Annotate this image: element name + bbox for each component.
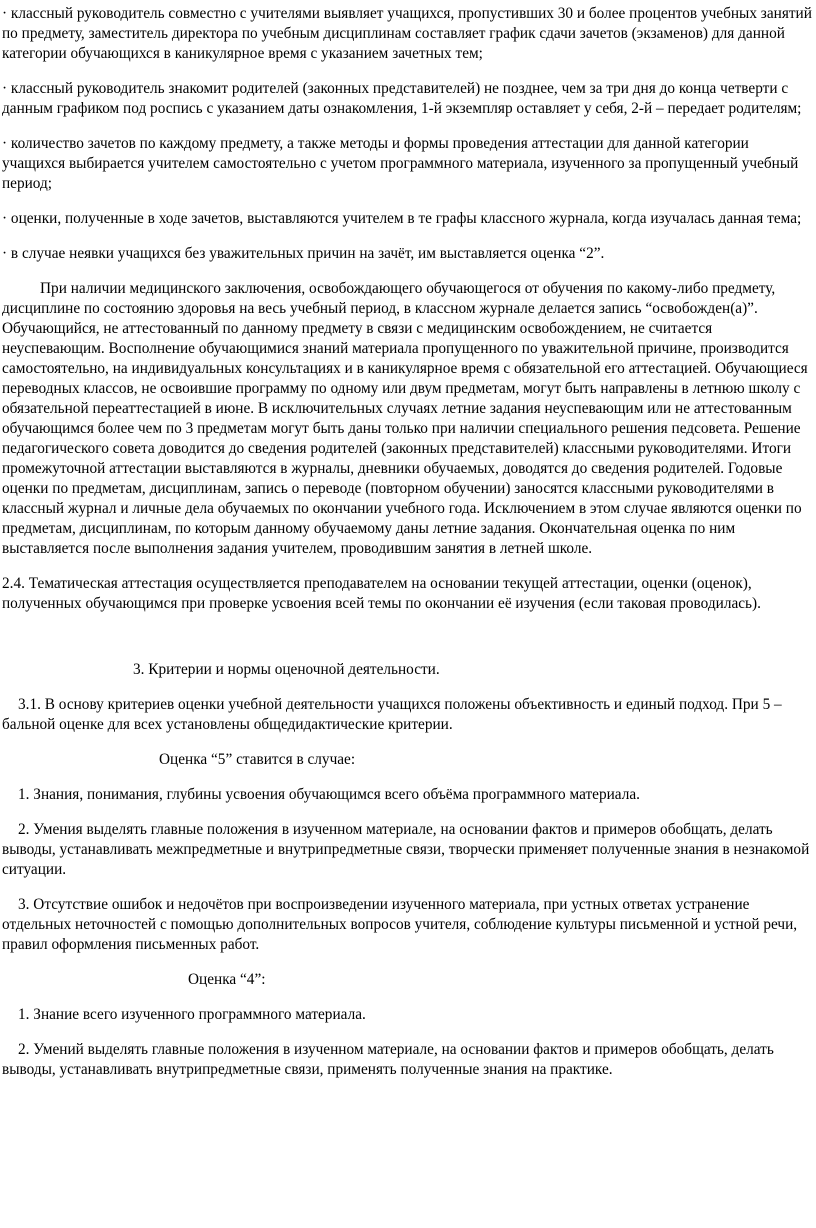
bullet-item-1: · классный руководитель совместно с учителями выявляет учащихся, пропустивших 30 и более процентов учебных занятий по предмету, заместитель директора по учебным дисциплинам составляет график сдачи зачетов (экзаменов) для данной категории обучающихся в каникулярное время с указанием зачетных тем;	[2, 5, 812, 62]
grade-5-item-1: 1. Знания, понимания, глубины усвоения обучающимся всего объёма программного материала.	[18, 786, 640, 803]
criteria-intro-paragraph: 3.1. В основу критериев оценки учебной деятельности учащихся положены объективность и единый подход. При 5 –бальной оценке для всех установлены общедидактические критерии.	[2, 696, 782, 733]
grade-5-item-2: 2. Умения выделять главные положения в изученном материале, на основании фактов и примеров обобщать, делать выводы, устанавливать межпредметные и внутрипредметные связи, творчески применяет полученные знания в незнакомой ситуации.	[2, 821, 810, 878]
grade-5-item-3: 3. Отсутствие ошибок и недочётов при воспроизведении изученного материала, при устных ответах устранение отдельных неточностей с помощью дополнительных вопросов учителя, соблюдение культуры письменной и устной речи, правил оформления письменных работ.	[2, 896, 798, 953]
bullet-item-4: · оценки, полученные в ходе зачетов, выставляются учителем в те графы классного журнала, когда изучалась данная тема;	[2, 210, 802, 227]
grade-4-item-1: 1. Знание всего изученного программного материала.	[18, 1006, 366, 1023]
medical-exemption-paragraph: При наличии медицинского заключения, освобождающего обучающегося от обучения по какому-либо предмету, дисциплине по состоянию здоровья на весь учебный период, в классном журнале делается запись “освобожден(а)”. Обучающийся, не аттестованный по данному предмету в связи с медицинским освобождением, не считается неуспевающим. Восполнение обучающимися знаний материала пропущенного по уважительной причине, производится самостоятельно, на индивидуальных консультациях и в каникулярное время с обязательной его аттестацией. Обучающиеся переводных классов, не освоившие программу по одному или двум предметам, могут быть направлены в летнюю школу с обязательной переаттестацией в июне. В исключительных случаях летние задания неуспевающим или не аттестованным обучающимся более чем по 3 предметам могут быть даны только при наличии специального решения педсовета. Решение педагогического совета доводится до сведения родителей (законных представителей) классными руководителями. Итоги промежуточной аттестации выставляются в журналы, дневники обучаемых, доводятся до сведения родителей. Годовые оценки по предметам, дисциплинам, запись о переводе (повторном обучении) заносятся классными руководителями в классный журнал и личные дела обучаемых по окончании учебного года. Исключением в этом случае являются оценки по предметам, дисциплинам, по которым данному обучаемому даны летние задания. Окончательная оценка по ним выставляется после выполнения задания учителем, проводившим занятия в летней школе.	[2, 280, 808, 557]
bullet-item-5: · в случае неявки учащихся без уважительных причин на зачёт, им выставляется оценка “2”.	[2, 245, 605, 262]
bullet-item-2: · классный руководитель знакомит родителей (законных представителей) не позднее, чем за три дня до конца четверти с данным графиком под роспись с указанием даты ознакомления, 1-й экземпляр оставляет у себя, 2-й – передает родителям;	[2, 80, 802, 117]
thematic-attestation-paragraph: 2.4. Тематическая аттестация осуществляется преподавателем на основании текущей аттестации, оценки (оценок), полученных обучающимся при проверке усвоения всей темы по окончании её изучения (если таковая проводилась).	[2, 575, 761, 612]
grade-5-heading: Оценка “5” ставится в случае:	[159, 751, 356, 768]
bullet-item-3: · количество зачетов по каждому предмету, а также методы и формы проведения аттестации для данной категории учащихся выбирается учителем самостоятельно с учетом программного материала, изученного за пропущенный учебный период;	[2, 135, 799, 192]
grade-4-heading: Оценка “4”:	[188, 971, 266, 988]
section-heading: 3. Критерии и нормы оценочной деятельности.	[133, 661, 440, 678]
grade-4-item-2: 2. Умений выделять главные положения в изученном материале, на основании фактов и примеров обобщать, делать выводы, устанавливать внутрипредметные связи, применять полученные знания на практике.	[2, 1041, 774, 1078]
